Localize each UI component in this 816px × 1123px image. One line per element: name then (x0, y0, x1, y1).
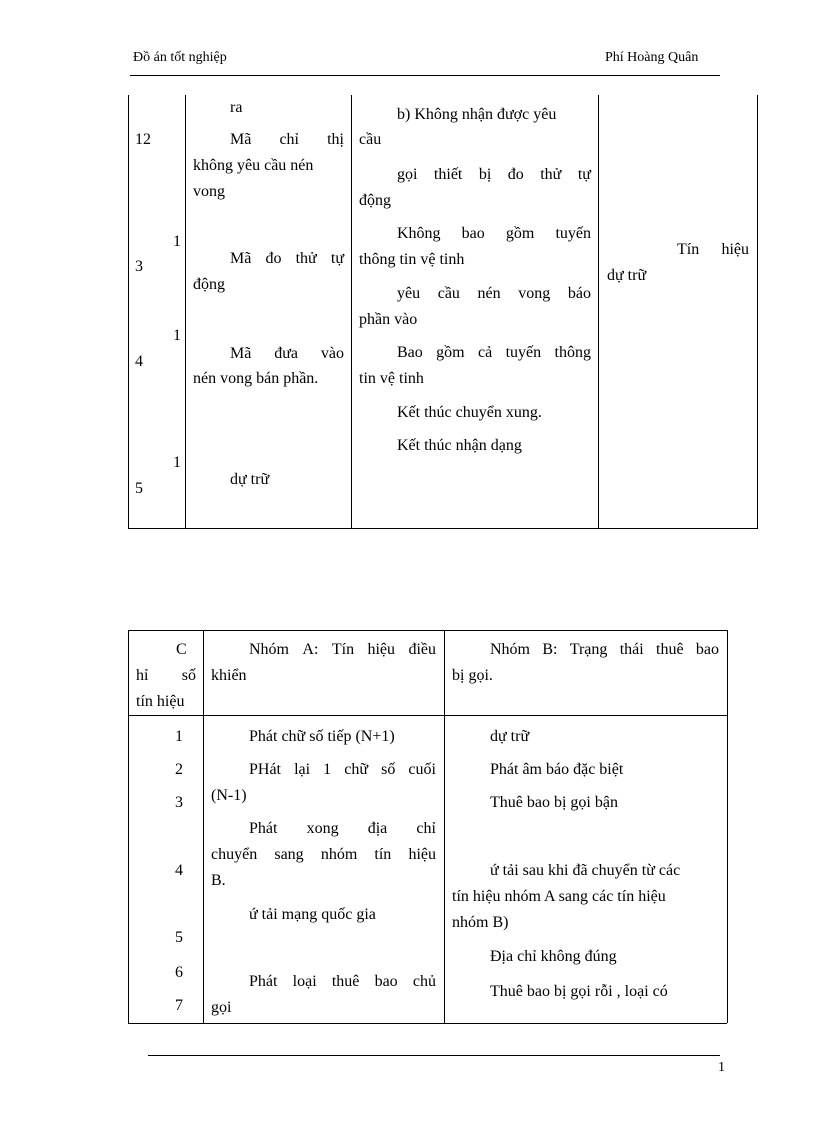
word: Tín (331, 641, 355, 658)
cell-text-justified (211, 842, 436, 868)
cell-text: dự trữ (607, 267, 647, 284)
cell-text-justified (249, 816, 436, 842)
cell-text: dự trữ (230, 471, 270, 488)
header-right: Phí Hoàng Quân (605, 50, 699, 65)
signal-number: 5 (175, 929, 183, 946)
word: cả (478, 344, 493, 361)
row-number-part: 1 (173, 454, 181, 471)
word: PHát (249, 761, 281, 778)
cell-text-justified (397, 221, 591, 247)
word: Trạng (569, 641, 608, 658)
word: bị (478, 166, 492, 183)
word: điều (408, 641, 436, 658)
cell-text-justified (230, 246, 344, 272)
header-cell: C (176, 641, 187, 658)
cell-text: phần vào (359, 311, 418, 328)
word: số (381, 761, 396, 778)
word: xong (306, 820, 339, 837)
word: bao (461, 225, 485, 242)
word: gọi (397, 166, 418, 183)
header-cell: tín hiệu (136, 693, 185, 710)
table2-header-rule (128, 715, 727, 716)
signal-number: 3 (175, 794, 183, 811)
cell-text: gọi (211, 999, 232, 1016)
table1-border-right (757, 95, 758, 528)
word: địa (367, 820, 388, 837)
row-number: 12 (135, 131, 151, 148)
word: tự (577, 166, 591, 183)
word: tự (330, 250, 344, 267)
cell-text: Địa chỉ không đúng (490, 948, 617, 965)
cell-text: Thuê bao bị gọi rỗi , loại có (490, 983, 668, 1000)
word: chỉ (279, 131, 299, 148)
word: Bao (397, 344, 423, 361)
word: số (181, 667, 196, 684)
signal-number: 6 (175, 964, 183, 981)
word: Mã (230, 131, 252, 148)
word: vong (518, 285, 551, 302)
cell-text-justified (249, 757, 436, 783)
word: Tín (677, 241, 700, 258)
table2-border-right (727, 630, 728, 1023)
cell-text: B. (211, 872, 226, 889)
word: gồm (505, 225, 535, 242)
cell-text: dự trữ (490, 728, 530, 745)
page-number: 1 (718, 1060, 725, 1075)
table1-divider-1 (185, 95, 186, 528)
cell-text: vong (193, 183, 225, 200)
cell-text: Kết thúc chuyển xung. (397, 404, 542, 421)
table1-border-left (128, 95, 129, 528)
header-cell-justified (136, 663, 196, 689)
word: thị (327, 131, 344, 148)
table1-divider-3 (598, 95, 599, 528)
word: Mã (230, 250, 252, 267)
header-cell: bị gọi. (452, 667, 493, 684)
word: Mã (230, 345, 252, 362)
word: cuối (408, 761, 436, 778)
word: thử (540, 166, 562, 183)
word: thuê (331, 973, 360, 990)
row-number-part: 4 (135, 353, 143, 370)
cell-text: (N-1) (211, 787, 247, 804)
row-number-part: 3 (135, 258, 143, 275)
word: A: (302, 641, 319, 658)
cell-text: Phát chữ số tiếp (N+1) (249, 728, 395, 745)
cell-text: tín hiệu nhóm A sang các tín hiệu (452, 888, 666, 905)
cell-text: tin vệ tinh (359, 370, 424, 387)
word: hiệu (721, 241, 749, 258)
signal-number: 2 (175, 761, 183, 778)
word: vào (320, 345, 344, 362)
word: yêu (397, 285, 421, 302)
row-number-part: 1 (173, 327, 181, 344)
word: gồm (436, 344, 465, 361)
word: tuyến (555, 225, 591, 242)
table2-border-bottom (128, 1023, 727, 1024)
header-rule (130, 75, 720, 76)
word: 1 (323, 761, 332, 778)
word: chữ (344, 761, 369, 778)
cell-text: thông tin vệ tinh (359, 251, 465, 268)
table2-border-top (128, 630, 727, 631)
word: nhóm (320, 846, 358, 863)
word: thái (619, 641, 644, 658)
cell-text: ứ tải mạng quốc gia (249, 906, 376, 923)
word: chuyển (211, 846, 258, 863)
word: báo (567, 285, 591, 302)
word: cầu (437, 285, 460, 302)
cell-text: nhóm B) (452, 914, 509, 931)
word: hỉ (136, 667, 149, 684)
word: tín (374, 846, 392, 863)
row-number-part: 5 (135, 480, 143, 497)
signal-number: 4 (175, 862, 183, 879)
cell-text: ra (230, 99, 243, 116)
cell-text-justified (230, 127, 344, 153)
table2-divider-1 (203, 630, 204, 1023)
header-cell-justified (249, 637, 436, 663)
cell-text: cầu (359, 131, 382, 148)
signal-number: 1 (175, 728, 183, 745)
word: hiệu (408, 846, 436, 863)
word: lại (294, 761, 311, 778)
cell-text-justified (397, 281, 591, 307)
table2-border-left (128, 630, 129, 1023)
word: Nhóm (249, 641, 289, 658)
word: chỉ (416, 820, 436, 837)
word: hiệu (367, 641, 396, 658)
cell-text-justified (249, 969, 436, 995)
cell-text: Phát âm báo đặc biệt (490, 761, 624, 778)
cell-text: b) Không nhận được yêu (397, 106, 557, 123)
header-left: Đồ án tốt nghiệp (133, 50, 227, 65)
cell-text-justified (230, 341, 344, 367)
footer-rule (148, 1055, 720, 1056)
cell-text-justified (397, 340, 591, 366)
header-cell: khiển (211, 667, 247, 684)
word: thử (295, 250, 317, 267)
word: thông (554, 344, 591, 361)
word: nén (477, 285, 501, 302)
table1-divider-2 (351, 95, 352, 528)
cell-text: Kết thúc nhận dạng (397, 437, 522, 454)
table1-border-bottom (128, 528, 758, 529)
word: bao (695, 641, 719, 658)
word: Nhóm (490, 641, 530, 658)
word: B: (542, 641, 558, 658)
header-cell-justified (490, 637, 719, 663)
word: đo (265, 250, 282, 267)
cell-text-justified (397, 162, 591, 188)
word: đưa (274, 345, 298, 362)
row-number-part: 1 (173, 233, 181, 250)
word: loại (292, 973, 317, 990)
cell-text: động (193, 276, 225, 293)
table2-divider-2 (444, 630, 445, 1023)
word: chủ (412, 973, 436, 990)
signal-number: 7 (175, 997, 183, 1014)
cell-text: Thuê bao bị gọi bận (490, 794, 618, 811)
word: thuê (656, 641, 684, 658)
word: sang (274, 846, 304, 863)
cell-text: ứ tải sau khi đã chuyển từ các (490, 862, 681, 879)
cell-text: động (359, 192, 391, 209)
word: đo (507, 166, 524, 183)
cell-text-justified (677, 237, 749, 263)
word: tuyến (505, 344, 542, 361)
word: thiết (433, 166, 463, 183)
word: Phát (249, 820, 278, 837)
word: Phát (249, 973, 278, 990)
cell-text: không yêu cầu nén (193, 157, 314, 174)
cell-text: nén vong bán phần. (193, 370, 319, 387)
word: Không (397, 225, 441, 242)
word: bao (374, 973, 398, 990)
